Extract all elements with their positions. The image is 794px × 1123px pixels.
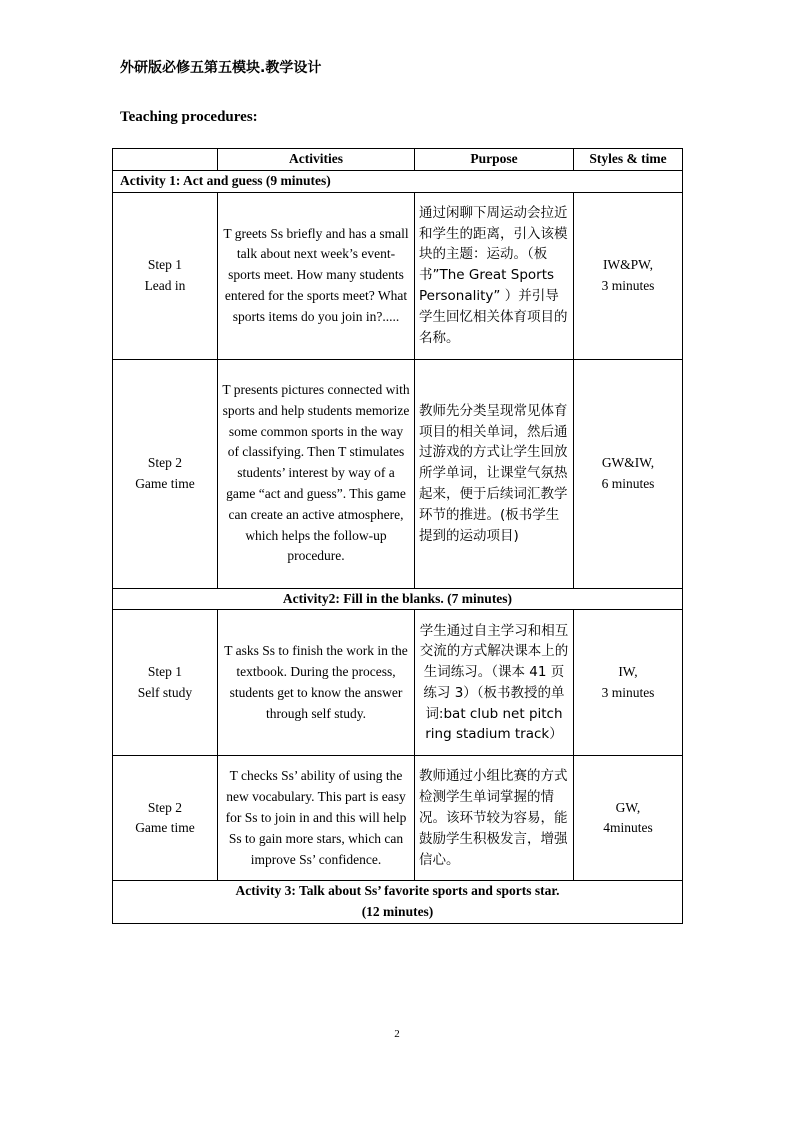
activity-title-row [113, 881, 683, 924]
purpose-description: 学生通过自主学习和相互交流的方式解决课本上的生词练习。（课本 41 页练习 3）（板书教授的单词:bat club net pitch ring stadium track） [415, 610, 574, 756]
purpose-description: 通过闲聊下周运动会拉近和学生的距离，引入该模块的主题：运动。（板书”The Great Sports Personality” ）并引导学生回忆相关体育项目的名称。 [415, 192, 574, 359]
column-header-activities: Activities [218, 149, 415, 171]
step-cell [113, 359, 218, 588]
activity-description: T checks Ss’ ability of using the new vocabulary. This part is easy for Ss to join in and this will help Ss to gain more stars, which can improve Ss’ confidence. [218, 756, 415, 881]
step-label: Game time [135, 475, 195, 491]
activity-3-time: (12 minutes) [361, 904, 434, 920]
activity-title-row [113, 170, 683, 192]
purpose-description: 教师通过小组比赛的方式检测学生单词掌握的情况。该环节较为容易，能鼓励学生积极发言，增强信心。 [415, 756, 574, 881]
style-time-cell [574, 192, 683, 359]
document-header-title: 外研版必修五第五模块.教学设计 [120, 60, 322, 76]
step-number: Step 2 [147, 454, 183, 470]
purpose-description: 教师先分类呈现常见体育项目的相关单词，然后通过游戏的方式让学生回放所学单词，让课堂气氛热起来，便于后续词汇教学环节的推进。(板书学生提到的运动项目) [415, 359, 574, 588]
step-label: Lead in [144, 277, 186, 293]
activity-1-title: Activity 1: Act and guess (9 minutes) [113, 170, 683, 192]
style-label: GW&IW, [601, 454, 655, 470]
step-number: Step 1 [147, 256, 183, 272]
style-time-cell [574, 756, 683, 881]
activity-description: T greets Ss briefly and has a small talk about next week’s event-sports meet. How many students entered for the sports meet? What sports items do you join in?..... [218, 192, 415, 359]
table-row [113, 756, 683, 881]
time-label: 3 minutes [601, 277, 655, 293]
step-label: Self study [137, 684, 193, 700]
activity-3-title [113, 881, 683, 924]
table-row [113, 359, 683, 588]
teaching-procedures-table [112, 148, 683, 924]
time-label: 4minutes [603, 820, 653, 836]
style-label: IW, [618, 664, 638, 680]
style-time-cell [574, 359, 683, 588]
step-label: Game time [135, 820, 195, 836]
step-cell [113, 756, 218, 881]
column-header-step [113, 149, 218, 171]
table-row [113, 610, 683, 756]
activity-title-row [113, 588, 683, 610]
activity-3-title-line: Activity 3: Talk about Ss’ favorite sports and sports star. [235, 883, 560, 899]
step-cell [113, 610, 218, 756]
activity-2-title: Activity2: Fill in the blanks. (7 minutes) [113, 588, 683, 610]
step-cell [113, 192, 218, 359]
table-header-row [113, 149, 683, 171]
activity-description: T presents pictures connected with sports and help students memorize some common sports in the way of classifying. Then T stimulates students’ interest by way of a game “act and guess”. This game can create an active atmosphere, which helps the follow-up procedure. [218, 359, 415, 588]
style-label: GW, [615, 799, 641, 815]
activity-description: T asks Ss to finish the work in the textbook. During the process, students get to know the answer through self study. [218, 610, 415, 756]
column-header-purpose: Purpose [415, 149, 574, 171]
table-row [113, 192, 683, 359]
time-label: 3 minutes [601, 684, 655, 700]
column-header-styles-time: Styles & time [574, 149, 683, 171]
section-title: Teaching procedures: [120, 109, 258, 125]
page-number: 2 [394, 1028, 400, 1040]
style-time-cell [574, 610, 683, 756]
style-label: IW&PW, [602, 256, 654, 272]
step-number: Step 1 [147, 664, 183, 680]
step-number: Step 2 [147, 799, 183, 815]
time-label: 6 minutes [601, 475, 655, 491]
